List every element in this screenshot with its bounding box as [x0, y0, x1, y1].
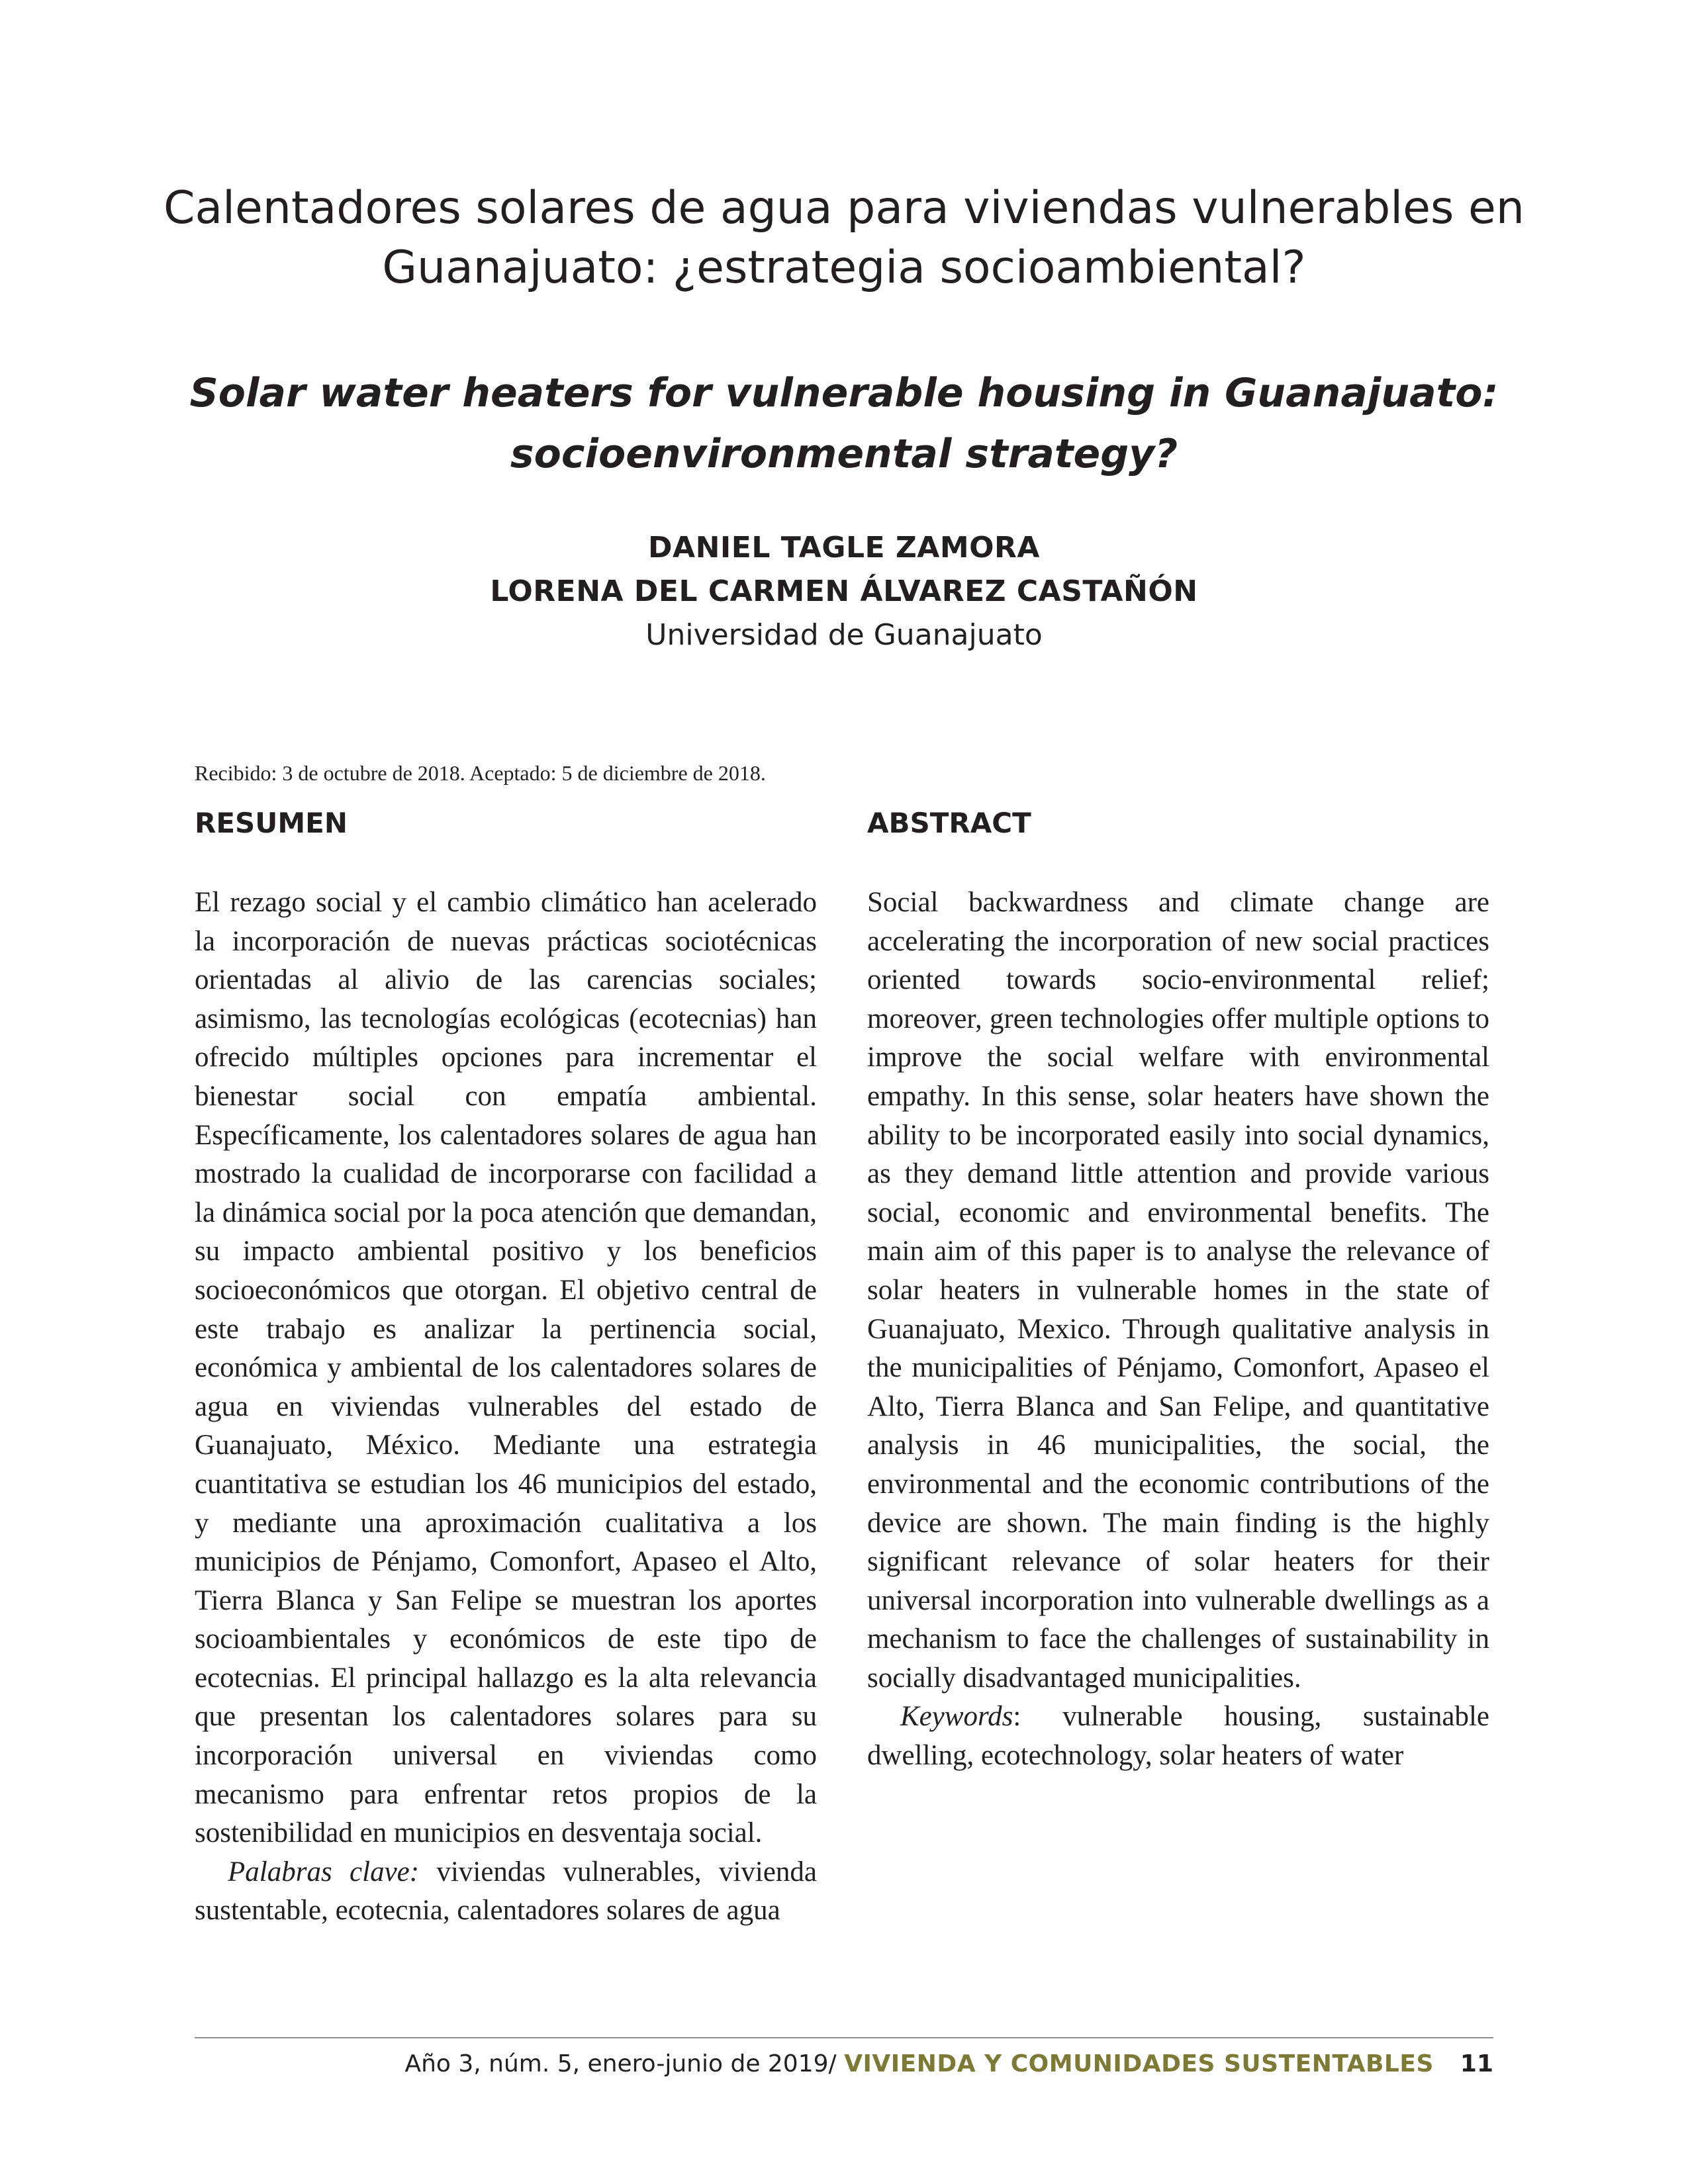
affiliation: Universidad de Guanajuato	[645, 618, 1043, 652]
abstract-body: Social backwardness and climate change are accelerating the incorporation of new social practices oriented towards socio-environmental relief; moreover, green technologies offer multiple options to improve the social welfare with environmental empathy. In this sense, solar heaters have shown the ability to be incorporated easily into social dynamics, as they demand little attention and provide various social, economic and environmental benefits. The main aim of this paper is to analyse the relevance of solar heaters in vulnerable homes in the state of Guanajuato, Mexico. Through qualitative analysis in the municipalities of Pénjamo, Comonfort, Apaseo el Alto, Tierra Blanca and San Felipe, and quantitative analysis in 46 municipalities, the social, the environmental and the economic contributions of the device are shown. The main finding is the highly significant relevance of solar heaters for their universal incorporation into vulnerable dwellings as a mechanism to face the challenges of sustainability in socially disadvantaged municipalities.	[867, 887, 1489, 1694]
received-accepted-dates: Recibido: 3 de octubre de 2018. Aceptado: 5 de diciembre de 2018.	[195, 761, 766, 785]
abstract-keywords-label: Keywords	[900, 1701, 1013, 1733]
footer-issue: Año 3, núm. 5, enero-junio de 2019/	[404, 2050, 845, 2077]
resumen-column	[195, 804, 817, 1931]
resumen-heading: RESUMEN	[195, 807, 348, 839]
page-footer	[404, 2048, 1493, 2081]
author-2: LORENA DEL CARMEN ÁLVAREZ CASTAÑÓN	[490, 574, 1198, 608]
title-es: Calentadores solares de agua para viviendas vulnerables en Guanajuato: ¿estrategia socioambiental?	[163, 182, 1524, 294]
resumen-keywords	[195, 1853, 817, 1931]
resumen-body: El rezago social y el cambio climático han acelerado la incorporación de nuevas prácticas sociotécnicas orientadas al alivio de las carencias sociales; asimismo, las tecnologías ecológicas (ecotecnias) han ofrecido múltiples opciones para incrementar el bienestar social con empatía ambiental. Específicamente, los calentadores solares de agua han mostrado la cualidad de incorporarse con facilidad a la dinámica social por la poca atención que demandan, su impacto ambiental positivo y los beneficios socioeconómicos que otorgan. El objetivo central de este trabajo es analizar la pertinencia social, económica y ambiental de los calentadores solares de agua en viviendas vulnerables del estado de Guanajuato, México. Mediante una estrategia cuantitativa se estudian los 46 municipios del estado, y mediante una aproximación cualitativa a los municipios de Pénjamo, Comonfort, Apaseo el Alto, Tierra Blanca y San Felipe se muestran los aportes socioambientales y económicos de este tipo de ecotecnias. El principal hallazgo es la alta relevancia que presentan los calentadores solares para su incorporación universal en viviendas como mecanismo para enfrentar retos propios de la sostenibilidad en municipios en desventaja social.	[195, 887, 817, 1849]
resumen-keywords-text: viviendas vulnerables, vivienda sustentable, ecotecnia, calentadores solares de agua	[195, 1856, 818, 1927]
footer-divider	[195, 2037, 1493, 2038]
resumen-keywords-label: Palabras clave:	[228, 1856, 420, 1888]
abstract-keywords-text: : vulnerable housing, sustainable dwelling, ecotechnology, solar heaters of water	[867, 1701, 1489, 1772]
author-1: DANIEL TAGLE ZAMORA	[648, 531, 1040, 565]
author-block	[159, 526, 1529, 657]
abstract-column	[867, 804, 1489, 1776]
footer-journal: VIVIENDA Y COMUNIDADES SUSTENTABLES	[844, 2050, 1434, 2077]
abstract-heading: ABSTRACT	[867, 807, 1031, 839]
page-number: 11	[1460, 2050, 1493, 2077]
title-en: Solar water heaters for vulnerable housing in Guanajuato: socioenvironmental strategy?	[189, 370, 1499, 477]
abstract-keywords	[867, 1698, 1489, 1775]
